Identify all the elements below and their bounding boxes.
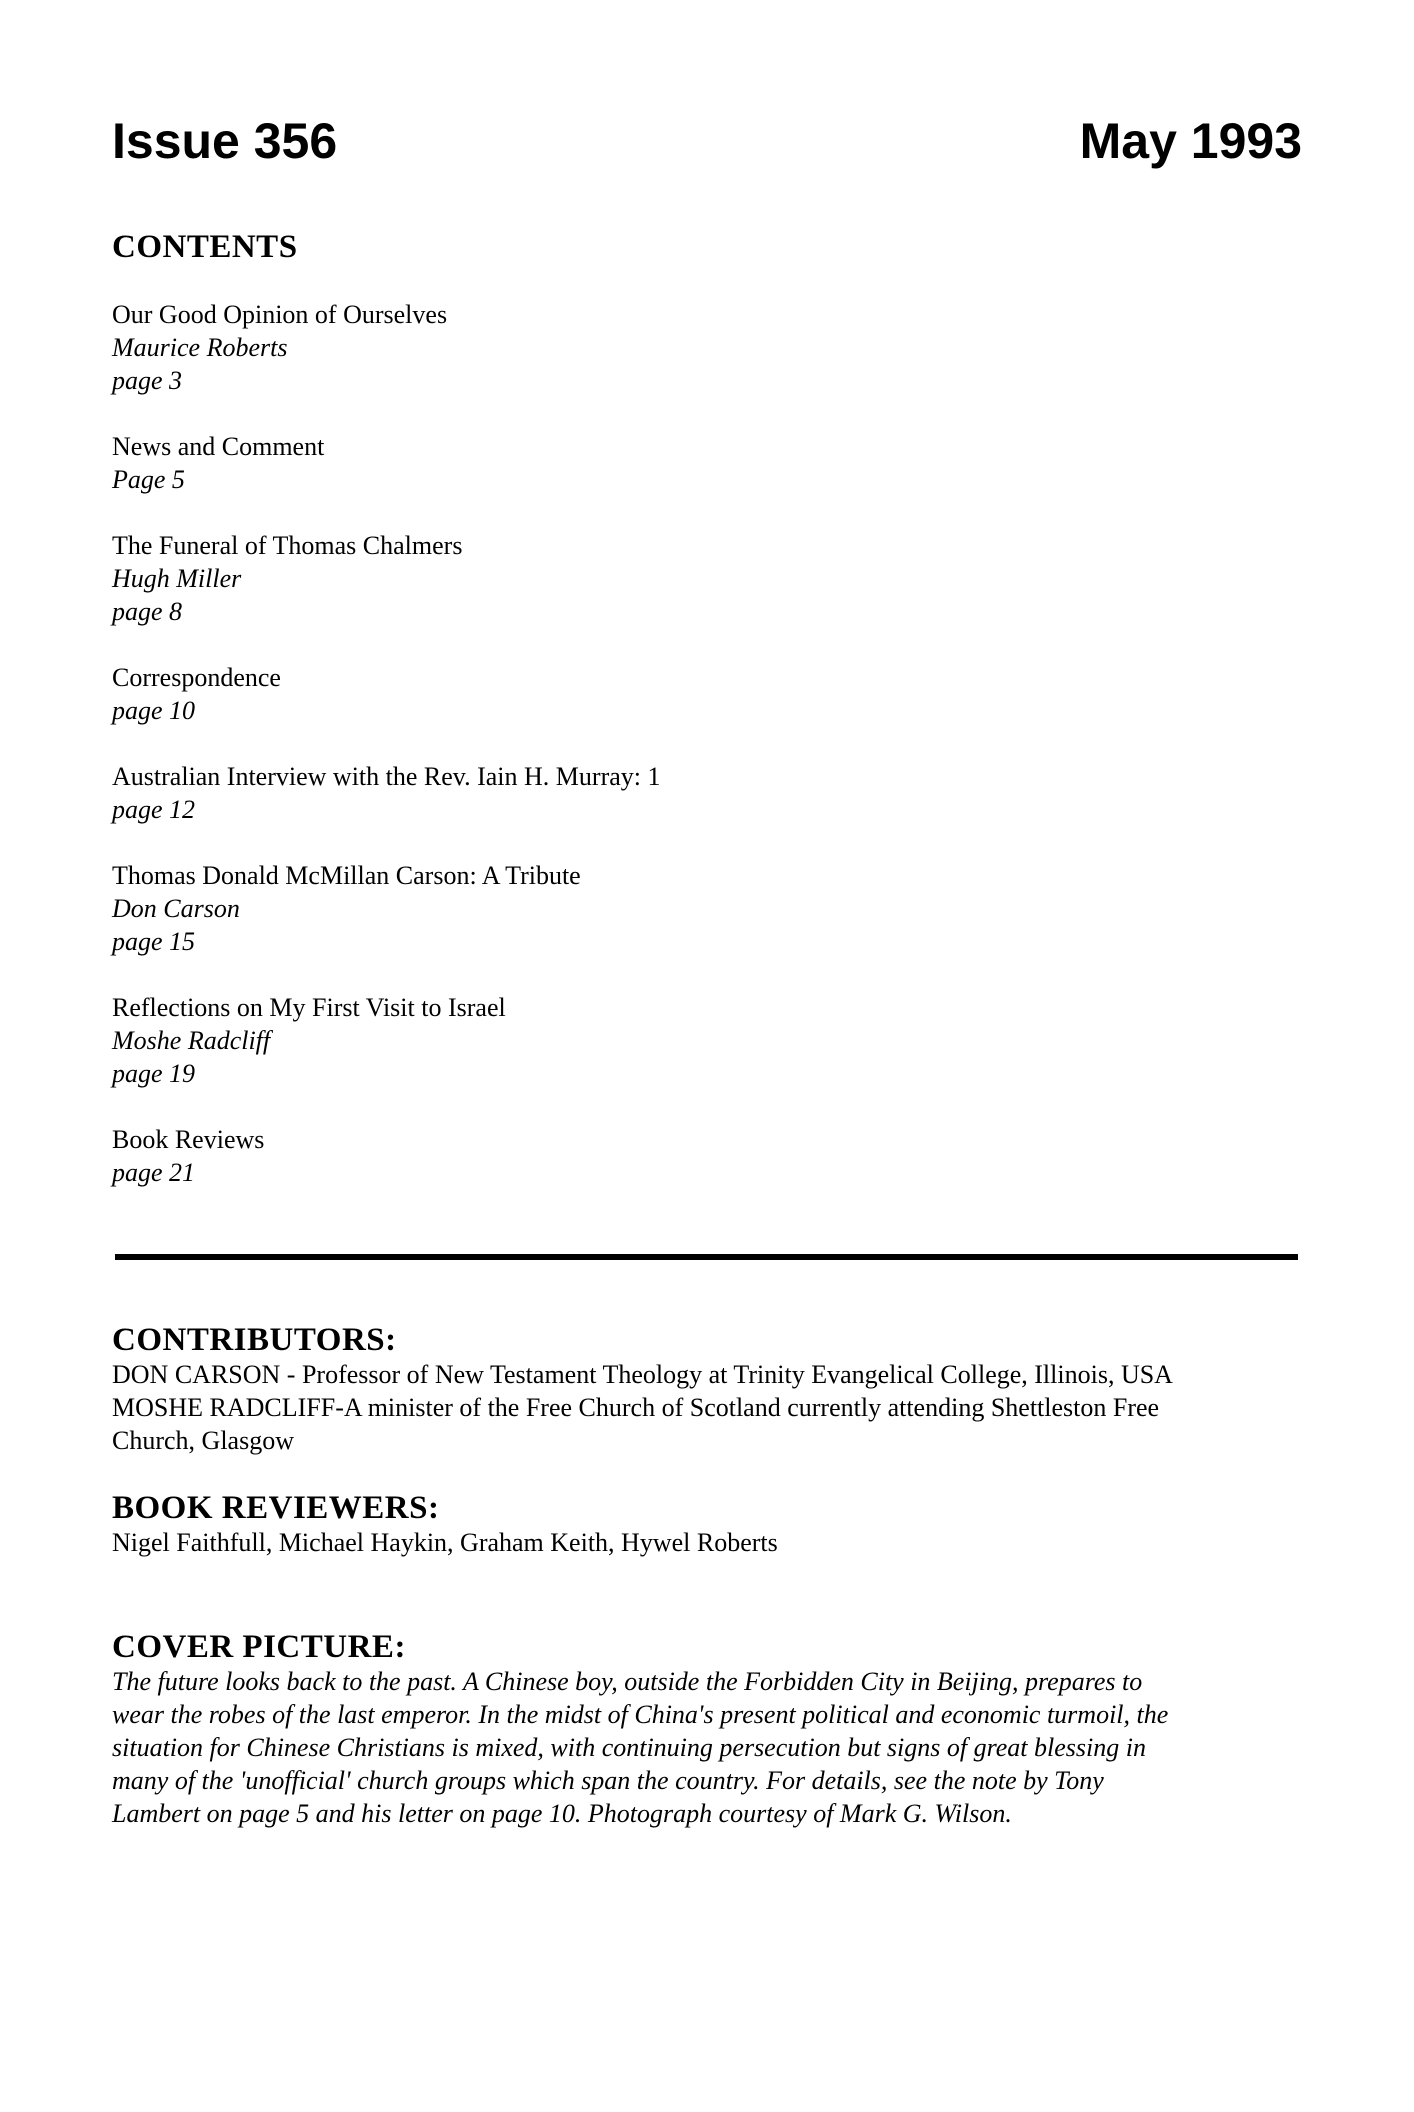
toc-entry-page: page 15 (112, 927, 196, 956)
cover-picture-line: The future looks back to the past. A Chinese boy, outside the Forbidden City in Beijing, prepares to (112, 1667, 1143, 1696)
cover-picture-line: wear the robes of the last emperor. In the midst of China's present political and economic turmoil, the (112, 1700, 1169, 1729)
toc-entry (112, 661, 1302, 727)
toc-entry (112, 760, 1302, 826)
toc-entry-page: page 3 (112, 366, 183, 395)
contributors-line: Church, Glasgow (112, 1426, 294, 1455)
cover-picture-line: many of the 'unofficial' church groups which span the country. For details, see the note by Tony (112, 1766, 1104, 1795)
cover-picture-line: situation for Chinese Christians is mixed, with continuing persecution but signs of great blessing in (112, 1733, 1146, 1762)
toc-entry-page: Page 5 (112, 465, 185, 494)
toc-entry-author: Hugh Miller (112, 564, 242, 593)
section-divider (115, 1254, 1298, 1260)
toc-entry-title: Thomas Donald McMillan Carson: A Tribute (112, 861, 581, 890)
book-reviewers-text (112, 1526, 1302, 1559)
toc-entry-author: Maurice Roberts (112, 333, 288, 362)
toc-entry-page: page 10 (112, 696, 196, 725)
toc-entry-title: Book Reviews (112, 1125, 265, 1154)
contributors-text (112, 1358, 1302, 1457)
toc-entry-title: Australian Interview with the Rev. Iain H. Murray: 1 (112, 762, 661, 791)
toc-entry-title: The Funeral of Thomas Chalmers (112, 531, 463, 560)
toc-entry-page: page 12 (112, 795, 196, 824)
toc-entry-page: page 8 (112, 597, 183, 626)
date-label: May 1993 (1079, 113, 1302, 169)
toc-entry (112, 430, 1302, 496)
cover-picture-text (112, 1665, 1302, 1830)
contents-heading: CONTENTS (112, 229, 298, 265)
toc-entry (112, 529, 1302, 628)
cover-picture-line: Lambert on page 5 and his letter on page 10. Photograph courtesy of Mark G. Wilson. (112, 1799, 1012, 1828)
issue-label: Issue 356 (112, 113, 338, 169)
toc-entry (112, 1123, 1302, 1189)
book-reviewers-names: Nigel Faithfull, Michael Haykin, Graham Keith, Hywel Roberts (112, 1528, 778, 1557)
masthead (112, 112, 1302, 170)
document-page (0, 112, 1302, 1830)
toc-entry (112, 859, 1302, 958)
book-reviewers-heading: BOOK REVIEWERS: (112, 1490, 440, 1526)
contributors-heading: CONTRIBUTORS: (112, 1322, 397, 1358)
toc-entry-title: Our Good Opinion of Ourselves (112, 300, 448, 329)
contributors-line: MOSHE RADCLIFF-A minister of the Free Church of Scotland currently attending Shettleston Free (112, 1393, 1160, 1422)
toc-entry-author: Don Carson (112, 894, 240, 923)
table-of-contents (112, 298, 1302, 1189)
cover-picture-heading: COVER PICTURE: (112, 1629, 406, 1665)
toc-entry-page: page 19 (112, 1059, 196, 1088)
contributors-line: DON CARSON - Professor of New Testament Theology at Trinity Evangelical College, Illinois, USA (112, 1360, 1173, 1389)
toc-entry (112, 298, 1302, 397)
toc-entry-page: page 21 (112, 1158, 196, 1187)
toc-entry-title: Reflections on My First Visit to Israel (112, 993, 506, 1022)
toc-entry (112, 991, 1302, 1090)
toc-entry-author: Moshe Radcliff (112, 1026, 271, 1055)
toc-entry-title: Correspondence (112, 663, 281, 692)
toc-entry-title: News and Comment (112, 432, 325, 461)
